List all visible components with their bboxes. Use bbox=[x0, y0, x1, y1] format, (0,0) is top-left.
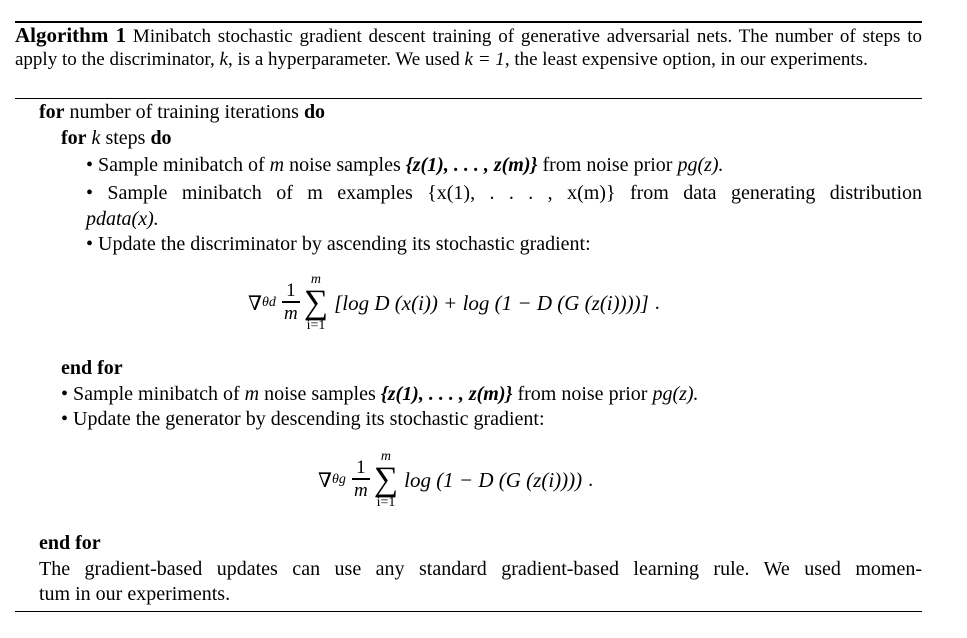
outer-end-for bbox=[39, 530, 101, 556]
inner-end-for-keyword: end for bbox=[61, 357, 123, 379]
bullet-icon: • bbox=[86, 233, 94, 255]
caption-text-3: , the least expensive option, in our experiments. bbox=[504, 49, 868, 70]
bullet-2-line1: Sample minibatch of m examples {x(1), . . . , x(m)} from data generating distribution bbox=[107, 182, 922, 204]
top-rule bbox=[15, 21, 922, 23]
bullet-sample-examples bbox=[86, 180, 922, 206]
bullet-update-discriminator bbox=[86, 231, 591, 257]
gen-sum-upper: m bbox=[380, 449, 392, 464]
disc-frac-num: 1 bbox=[286, 280, 296, 302]
gen-sum-lower: i=1 bbox=[376, 495, 396, 510]
disc-fraction bbox=[282, 281, 300, 324]
caption-k: k bbox=[219, 49, 228, 70]
bullet-icon: • bbox=[61, 383, 69, 405]
gen-frac-den: m bbox=[353, 479, 368, 501]
gen-nabla: ∇ bbox=[318, 469, 332, 492]
bullet-2-continuation bbox=[86, 206, 159, 232]
gen-end: . bbox=[588, 468, 594, 491]
outer-for-line bbox=[39, 99, 325, 125]
disc-sum-upper: m bbox=[310, 272, 322, 287]
bullet-1-m: m bbox=[269, 154, 285, 176]
inner-steps: steps bbox=[105, 127, 146, 149]
bullet-1-mid: noise samples bbox=[289, 154, 401, 176]
bullet-4-m: m bbox=[244, 383, 260, 405]
disc-sum-lower: i=1 bbox=[306, 318, 326, 333]
outer-for-condition: number of training iterations bbox=[69, 101, 299, 123]
disc-end: . bbox=[654, 291, 660, 314]
bullet-4-set: {z(1), . . . , z(m)} bbox=[380, 383, 513, 405]
disc-theta: θd bbox=[261, 295, 276, 310]
algorithm-caption bbox=[15, 24, 922, 71]
bullet-icon: • bbox=[86, 154, 94, 176]
outer-end-for-keyword: end for bbox=[39, 532, 101, 554]
bullet-update-generator bbox=[61, 406, 545, 432]
gen-sigma: ∑ bbox=[373, 461, 399, 498]
inner-end-for bbox=[61, 355, 123, 381]
inner-k: k bbox=[91, 127, 101, 149]
bullet-5-text: Update the generator by descending its stochastic gradient: bbox=[73, 408, 545, 430]
inner-for-keyword: for bbox=[61, 127, 87, 149]
bullet-1-prior: pg(z). bbox=[677, 154, 724, 176]
footer-note-line-2 bbox=[39, 581, 230, 607]
bullet-4-mid: noise samples bbox=[264, 383, 376, 405]
disc-nabla: ∇ bbox=[248, 292, 262, 315]
discriminator-gradient-equation bbox=[248, 268, 660, 338]
gen-frac-num: 1 bbox=[356, 457, 366, 479]
bullet-4-prior: pg(z). bbox=[652, 383, 699, 405]
disc-sum bbox=[304, 273, 328, 333]
disc-body: [log D (x(i)) + log (1 − D (G (z(i))))] bbox=[334, 290, 649, 315]
footer-line-1: The gradient-based updates can use any standard gradient-based learning rule. We used momen- bbox=[39, 558, 922, 580]
bullet-sample-noise-outer bbox=[61, 381, 699, 407]
caption-k-eq: k = 1 bbox=[464, 49, 505, 70]
gen-theta: θg bbox=[331, 472, 346, 487]
bullet-4-from: from noise prior bbox=[517, 383, 648, 405]
caption-text-1: Minibatch stochastic gradient descent training of generative adversarial nets. The number of steps to apply to the discriminator, bbox=[15, 26, 923, 70]
bullet-1-from: from noise prior bbox=[542, 154, 673, 176]
bullet-3-text: Update the discriminator by ascending its stochastic gradient: bbox=[98, 233, 591, 255]
bullet-4-text: Sample minibatch of bbox=[73, 383, 240, 405]
generator-gradient-equation bbox=[318, 444, 593, 516]
bullet-1-text: Sample minibatch of bbox=[98, 154, 265, 176]
inner-do-keyword: do bbox=[150, 127, 172, 149]
gen-fraction bbox=[352, 458, 370, 501]
bullet-1-set: {z(1), . . . , z(m)} bbox=[405, 154, 538, 176]
bullet-2-line2: pdata(x). bbox=[86, 208, 159, 230]
disc-frac-den: m bbox=[283, 302, 298, 324]
caption-text-2: , is a hyperparameter. We used bbox=[227, 49, 465, 70]
gen-sum bbox=[374, 450, 398, 510]
algorithm-label: Algorithm 1 bbox=[15, 23, 127, 47]
gen-body: log (1 − D (G (z(i)))) bbox=[404, 467, 583, 492]
outer-for-keyword: for bbox=[39, 101, 65, 123]
bullet-icon: • bbox=[86, 182, 94, 204]
footer-line-2: tum in our experiments. bbox=[39, 583, 231, 605]
outer-do-keyword: do bbox=[303, 101, 326, 123]
disc-sigma: ∑ bbox=[303, 284, 329, 321]
bullet-sample-noise-inner bbox=[86, 152, 724, 178]
bullet-icon: • bbox=[61, 408, 69, 430]
bottom-rule bbox=[15, 611, 922, 612]
footer-note-line-1 bbox=[39, 556, 922, 582]
inner-for-line bbox=[61, 125, 172, 151]
